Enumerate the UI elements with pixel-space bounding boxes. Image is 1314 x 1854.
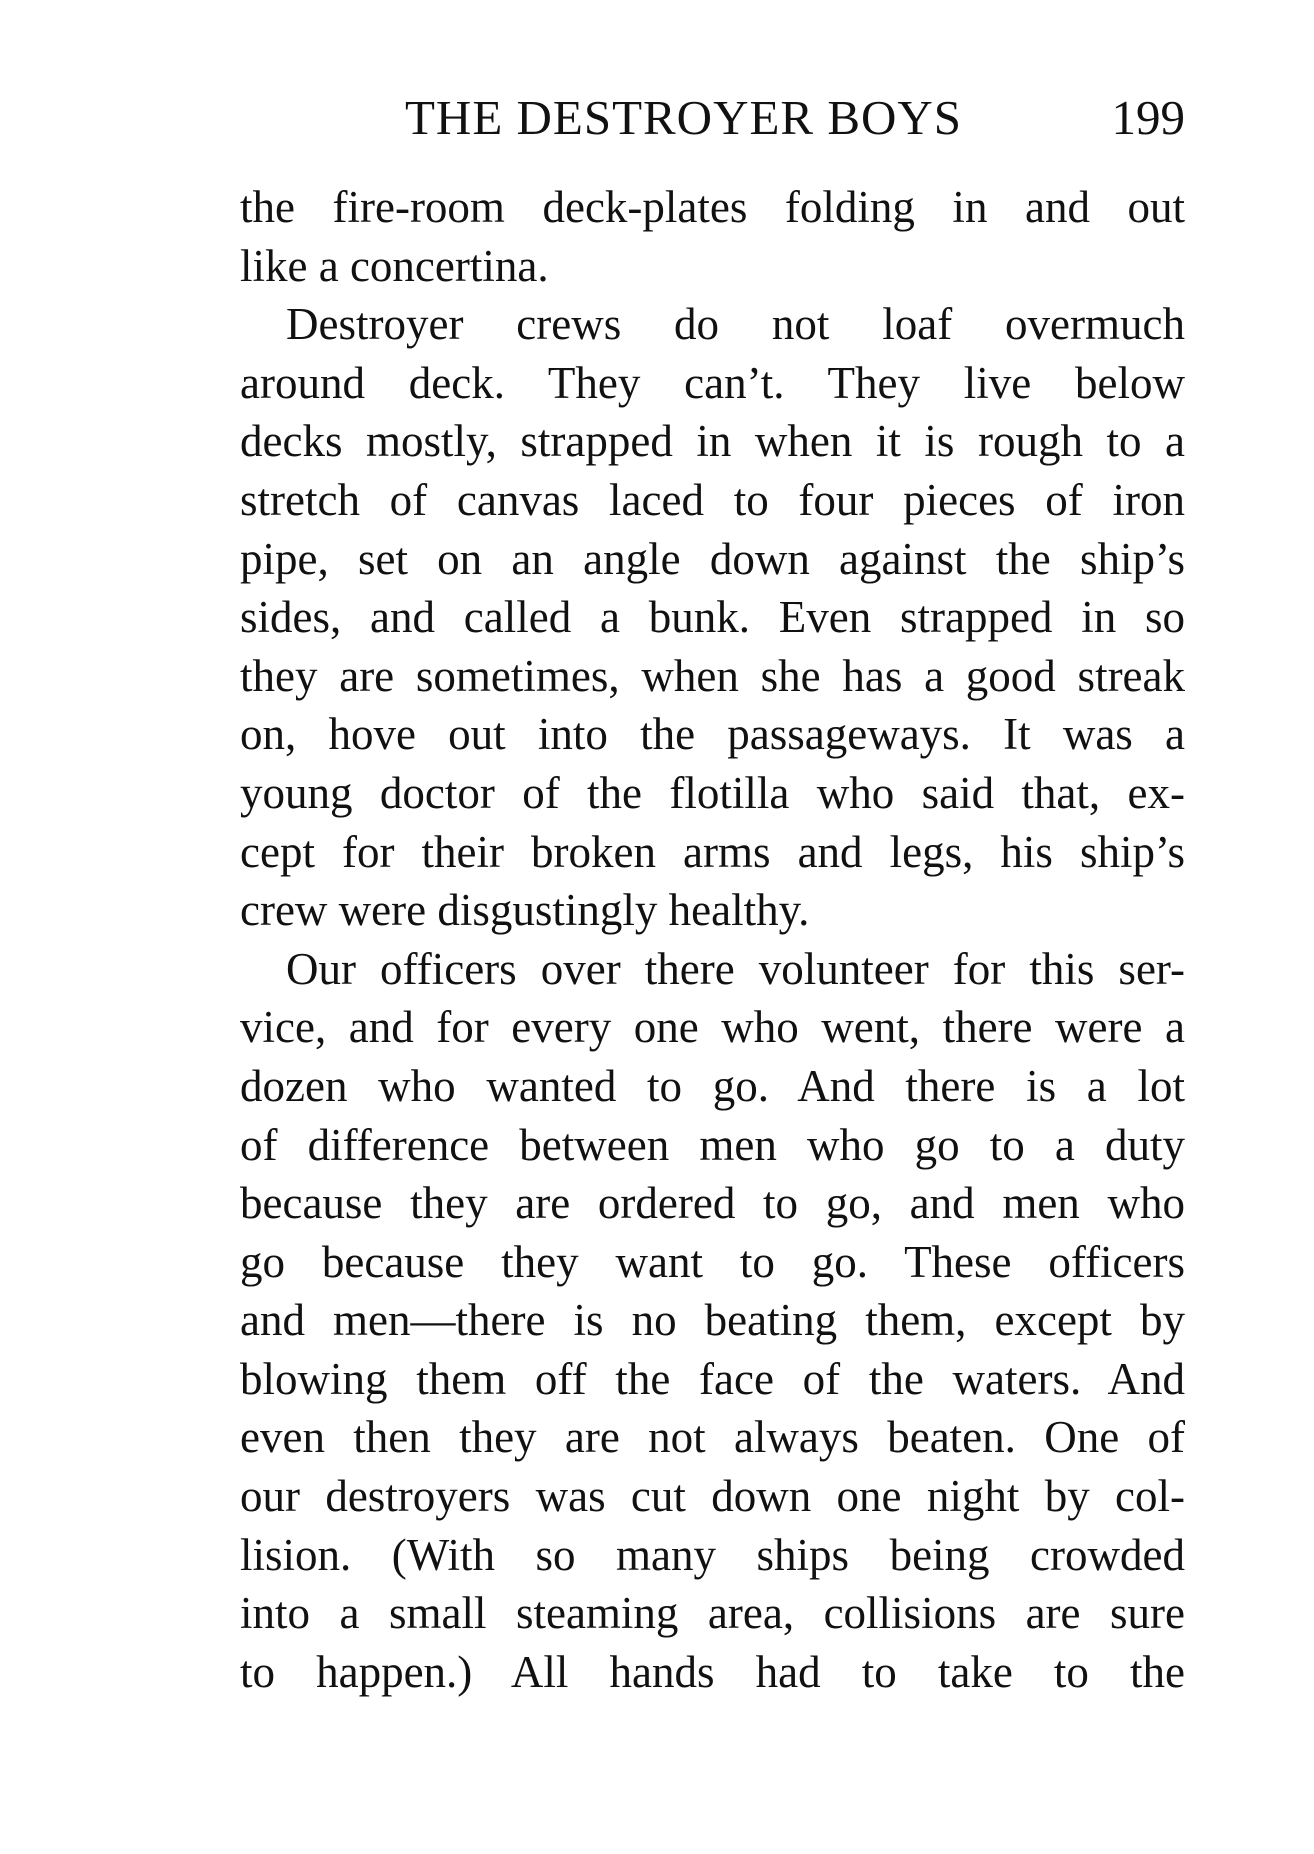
text-line: on, hove out into the passageways. It was a [240, 709, 1185, 760]
text-line: the fire-room deck-plates folding in and out [240, 182, 1185, 232]
text-line: and men—there is no beating them, except by [240, 1295, 1185, 1346]
text-line: cept for their broken arms and legs, his ship’s [240, 826, 1185, 877]
text-line: like a concertina. [240, 240, 549, 291]
text-line: blowing them off the face of the waters. And [240, 1353, 1185, 1404]
running-title: THE DESTROYER BOYS [405, 90, 963, 145]
text-line: of difference between men who go to a duty [240, 1119, 1185, 1170]
text-line: sides, and called a bunk. Even strapped in so [240, 592, 1185, 643]
text-line: pipe, set on an angle down against the ship’s [240, 533, 1185, 584]
text-line: go because they want to go. These officers [240, 1236, 1185, 1287]
text-line: into a small steaming area, collisions are sure [240, 1588, 1185, 1639]
body-text [240, 178, 1185, 1701]
text-line: around deck. They can’t. They live below [240, 357, 1185, 408]
text-line: because they are ordered to go, and men who [240, 1178, 1185, 1229]
text-line: even then they are not always beaten. One of [240, 1412, 1185, 1463]
text-line: our destroyers was cut down one night by col- [240, 1471, 1185, 1522]
text-line: lision. (With so many ships being crowded [240, 1529, 1185, 1580]
page-number: 199 [1111, 90, 1185, 145]
text-line: vice, and for every one who went, there were a [240, 1002, 1185, 1053]
text-line: young doctor of the flotilla who said that, ex- [240, 767, 1185, 818]
text-line: decks mostly, strapped in when it is rough to a [240, 416, 1185, 467]
text-line: Our officers over there volunteer for this ser- [286, 943, 1185, 994]
text-line: to happen.) All hands had to take to the [240, 1646, 1185, 1697]
text-line: crew were disgustingly healthy. [240, 885, 810, 936]
text-line: Destroyer crews do not loaf overmuch [286, 299, 1185, 350]
running-head [240, 88, 1185, 148]
text-line: stretch of canvas laced to four pieces of iron [240, 474, 1185, 525]
text-line: they are sometimes, when she has a good streak [240, 650, 1185, 701]
text-line: dozen who wanted to go. And there is a lot [240, 1060, 1185, 1111]
